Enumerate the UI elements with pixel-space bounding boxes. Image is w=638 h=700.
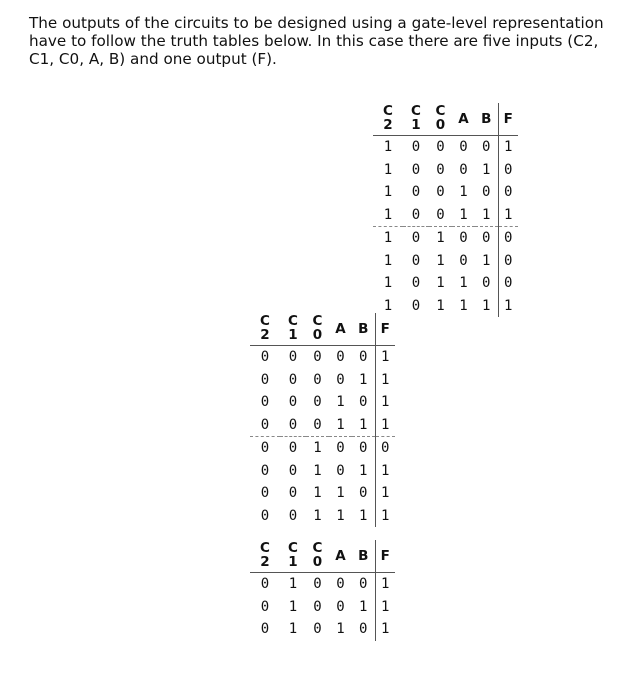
header-c0-bottom: 0	[306, 328, 329, 346]
cell-b: 1	[352, 369, 375, 392]
cell-c2: 0	[260, 576, 270, 592]
cell-b: 1	[475, 295, 498, 318]
header-c1-top: C	[411, 102, 421, 119]
table-row	[373, 159, 518, 182]
cell-b: 0	[352, 482, 375, 505]
truth-table-1	[373, 103, 518, 317]
header-c2-top: C	[260, 313, 270, 329]
cell-c1: 0	[411, 161, 421, 178]
cell-c2: 0	[260, 394, 270, 410]
cell-c0: 1	[436, 275, 445, 291]
header-c0-top: C	[312, 539, 323, 556]
cell-c2: 1	[383, 184, 393, 200]
table-row	[373, 250, 518, 273]
cell-c1: 1	[288, 621, 298, 637]
header-c2-top: C	[383, 103, 393, 119]
cell-a: 1	[336, 416, 345, 433]
cell-a: 0	[336, 349, 345, 365]
truth-table-3	[250, 540, 395, 641]
cell-f: 1	[381, 621, 390, 637]
header-a: A	[452, 103, 475, 136]
cell-c1: 0	[288, 371, 298, 388]
header-c0-bottom: 0	[306, 555, 329, 573]
table-row	[373, 181, 518, 204]
cell-a: 1	[459, 275, 468, 291]
cell-c1: 0	[403, 227, 429, 250]
table-row	[250, 346, 395, 369]
cell-a: 1	[459, 297, 468, 314]
table-row	[250, 596, 395, 619]
header-c1-bottom: 1	[403, 118, 429, 136]
cell-f: 1	[381, 598, 390, 615]
cell-b: 1	[352, 596, 375, 619]
cell-c0: 1	[313, 485, 322, 501]
header-c0-bottom: 0	[429, 118, 452, 136]
header-c1-bottom: 1	[280, 555, 306, 573]
cell-c2: 1	[383, 161, 393, 178]
header-c1-top: C	[288, 539, 298, 556]
cell-c2: 0	[260, 349, 270, 365]
table-row	[373, 204, 518, 227]
cell-b: 1	[352, 505, 375, 528]
cell-b: 0	[475, 181, 498, 204]
cell-b: 1	[475, 159, 498, 182]
header-c1-bottom: 1	[280, 328, 306, 346]
cell-c0: 0	[313, 576, 322, 592]
cell-f: 1	[504, 206, 513, 223]
truth-table-3-body	[250, 573, 395, 641]
cell-c1: 0	[411, 139, 421, 155]
cell-c2: 1	[383, 275, 393, 291]
table-row	[250, 618, 395, 641]
cell-f: 0	[375, 437, 395, 460]
cell-c1: 0	[288, 507, 298, 524]
cell-c0: 1	[306, 437, 329, 460]
cell-f: 0	[504, 184, 513, 200]
header-b: B	[352, 540, 375, 573]
cell-b: 0	[352, 573, 375, 596]
cell-f: 1	[381, 507, 390, 524]
cell-b: 1	[475, 250, 498, 273]
truth-table-1-body	[373, 136, 518, 318]
table-row	[250, 414, 395, 437]
cell-a: 0	[336, 462, 345, 479]
table-row	[250, 437, 395, 460]
cell-c1: 0	[280, 437, 306, 460]
cell-a: 0	[336, 371, 345, 388]
cell-a: 1	[336, 621, 345, 637]
header-c0-top: C	[435, 102, 446, 119]
cell-b: 0	[475, 227, 498, 250]
cell-a: 0	[459, 139, 468, 155]
cell-a: 0	[336, 598, 345, 615]
cell-c0: 1	[429, 227, 452, 250]
header-a: A	[329, 540, 352, 573]
cell-a: 0	[459, 252, 468, 269]
cell-c1: 0	[411, 275, 421, 291]
cell-a: 0	[459, 161, 468, 178]
cell-c0: 0	[313, 621, 322, 637]
cell-c1: 0	[411, 184, 421, 200]
cell-c0: 0	[436, 184, 445, 200]
header-f: F	[375, 540, 395, 573]
cell-c0: 0	[436, 206, 445, 223]
cell-c0: 0	[313, 349, 322, 365]
cell-b: 0	[475, 272, 498, 295]
cell-c1: 0	[411, 252, 421, 269]
header-b: B	[352, 313, 375, 346]
cell-c1: 0	[411, 297, 421, 314]
cell-f: 1	[381, 349, 390, 365]
header-c1-top: C	[288, 312, 298, 329]
header-c2-bottom: 2	[250, 328, 280, 346]
problem-statement	[29, 14, 629, 68]
cell-a: 1	[336, 507, 345, 524]
cell-b: 0	[352, 391, 375, 414]
cell-a: 0	[336, 576, 345, 592]
cell-c2: 0	[260, 416, 270, 433]
cell-c1: 1	[288, 576, 298, 592]
cell-b: 1	[352, 414, 375, 437]
cell-c2: 0	[260, 371, 270, 388]
cell-c2: 1	[383, 206, 393, 223]
cell-b: 0	[352, 346, 375, 369]
cell-c0: 0	[313, 371, 322, 388]
cell-c0: 1	[313, 507, 322, 524]
table-row	[373, 272, 518, 295]
cell-b: 0	[352, 437, 375, 460]
cell-c2: 1	[383, 139, 393, 155]
cell-c0: 1	[436, 297, 445, 314]
cell-c1: 0	[288, 485, 298, 501]
cell-c2: 0	[250, 437, 280, 460]
table-row	[250, 573, 395, 596]
cell-f: 0	[504, 161, 513, 178]
table-row	[373, 136, 518, 159]
cell-c1: 0	[288, 462, 298, 479]
cell-f: 1	[504, 139, 513, 155]
cell-f: 1	[381, 416, 390, 433]
cell-f: 0	[504, 252, 513, 269]
cell-c0: 0	[436, 161, 445, 178]
cell-f: 1	[381, 462, 390, 479]
cell-a: 1	[336, 485, 345, 501]
header-c2-top: C	[260, 540, 270, 556]
cell-c0: 0	[313, 394, 322, 410]
header-f: F	[375, 313, 395, 346]
cell-c0: 0	[313, 416, 322, 433]
cell-f: 1	[381, 485, 390, 501]
cell-a: 1	[459, 184, 468, 200]
cell-f: 1	[381, 394, 390, 410]
cell-f: 0	[504, 275, 513, 291]
table-row	[250, 505, 395, 528]
cell-a: 0	[452, 227, 475, 250]
header-c2-bottom: 2	[250, 555, 280, 573]
cell-a: 0	[329, 437, 352, 460]
table-row	[250, 369, 395, 392]
cell-c1: 0	[288, 349, 298, 365]
cell-c0: 0	[436, 139, 445, 155]
intro-line-1: The outputs of the circuits to be designed using a gate-level representation	[29, 14, 604, 32]
cell-c2: 1	[383, 252, 393, 269]
cell-b: 0	[352, 618, 375, 641]
cell-c2: 1	[383, 297, 393, 314]
cell-c1: 0	[288, 394, 298, 410]
cell-f: 1	[381, 576, 390, 592]
table-row	[250, 391, 395, 414]
cell-c2: 0	[260, 485, 270, 501]
intro-line-2: have to follow the truth tables below. In this case there are five inputs (C2,	[29, 32, 599, 50]
cell-b: 1	[352, 460, 375, 483]
truth-table-2	[250, 313, 395, 527]
cell-c2: 0	[260, 598, 270, 615]
cell-b: 1	[475, 204, 498, 227]
truth-table-2-body	[250, 346, 395, 528]
header-c2-bottom: 2	[373, 118, 403, 136]
cell-c2: 0	[260, 462, 270, 479]
cell-a: 1	[336, 394, 345, 410]
cell-c2: 0	[260, 621, 270, 637]
table-row	[250, 460, 395, 483]
cell-c1: 1	[288, 598, 298, 615]
cell-f: 1	[504, 297, 513, 314]
cell-c0: 0	[313, 598, 322, 615]
cell-c2: 0	[260, 507, 270, 524]
header-b: B	[475, 103, 498, 136]
cell-c0: 1	[313, 462, 322, 479]
cell-c1: 0	[288, 416, 298, 433]
cell-f: 0	[498, 227, 518, 250]
table-row	[373, 227, 518, 250]
intro-line-3: C1, C0, A, B) and one output (F).	[29, 50, 277, 68]
cell-a: 1	[459, 206, 468, 223]
cell-c2: 1	[373, 227, 403, 250]
table-row	[250, 482, 395, 505]
cell-b: 0	[475, 136, 498, 159]
cell-f: 1	[381, 371, 390, 388]
header-c0-top: C	[312, 312, 323, 329]
header-a: A	[329, 313, 352, 346]
header-f: F	[498, 103, 518, 136]
cell-c1: 0	[411, 206, 421, 223]
cell-c0: 1	[436, 252, 445, 269]
